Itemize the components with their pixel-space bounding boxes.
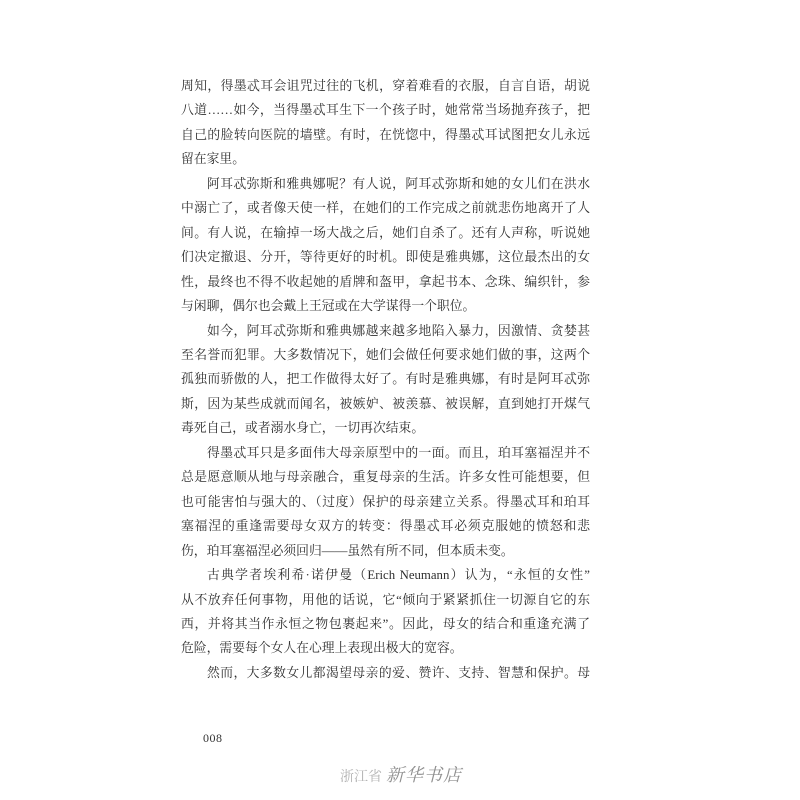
paragraph-line: 阿耳忒弥斯和雅典娜呢？有人说，阿耳忒弥斯和她的女儿们在洪水: [207, 176, 590, 191]
paragraph-line: 伤，珀耳塞福涅必须回归——虽然有所不同，但本质未变。: [181, 543, 514, 558]
paragraph-line: 间。有人说，在输掉一场大战之后，她们自杀了。还有人声称，听说她: [181, 225, 590, 240]
paragraph-line: 总是愿意顺从地与母亲融合，重复母亲的生活。许多女性可能想要，但: [181, 470, 590, 485]
paragraph-line: 然而，大多数女儿都渴望母亲的爱、赞许、支持、智慧和保护。母: [207, 665, 590, 680]
paragraph-line: 塞福涅的重逢需要母女双方的转变：得墨忒耳必须克服她的愤怒和悲: [181, 519, 590, 534]
paragraph-line: 斯，因为某些成就而闻名，被嫉妒、被羡慕、被误解，直到她打开煤气: [181, 396, 590, 411]
paragraph-line: 至名誉而犯罪。大多数情况下，她们会做任何要求她们做的事，这两个: [181, 347, 590, 362]
paragraph-line: 自己的脸转向医院的墙壁。有时，在恍惚中，得墨忒耳试图把女儿永远: [181, 127, 590, 142]
paragraph: [181, 319, 590, 441]
paragraph: [181, 563, 590, 661]
paragraph-line: 们决定撤退、分开，等待更好的时机。即使是雅典娜，这位最杰出的女: [181, 250, 590, 265]
paragraph-line: 西，并将其当作永恒之物包裹起来”。因此，母女的结合和重逢充满了: [181, 616, 590, 631]
paragraph-line: 八道……如今，当得墨忒耳生下一个孩子时，她常常当场抛弃孩子，把: [181, 103, 590, 118]
paragraph: [181, 74, 590, 172]
paragraph-line: 孤独而骄傲的人，把工作做得太好了。有时是雅典娜，有时是阿耳忒弥: [181, 372, 590, 387]
paragraph-line: 毒死自己，或者溺水身亡，一切再次结束。: [181, 421, 425, 436]
paragraph: [181, 441, 590, 563]
paragraph-line: 中溺亡了，或者像天使一样，在她们的工作完成之前就悲伤地离开了人: [181, 201, 590, 216]
bookstore-watermark: [340, 761, 462, 787]
paragraph-line: 如今，阿耳忒弥斯和雅典娜越来越多地陷入暴力，因激情、贪婪甚: [207, 323, 590, 338]
paragraph: [181, 172, 590, 319]
watermark-region: 浙江省: [340, 769, 382, 785]
paragraph-line: 危险，需要每个女人在心理上表现出极大的宽容。: [181, 641, 463, 656]
watermark-name: 新华书店: [386, 765, 462, 786]
paragraph-line: 与闲聊，偶尔也会戴上王冠或在大学谋得一个职位。: [181, 299, 476, 314]
paragraph-line: 留在家里。: [181, 152, 245, 167]
paragraph: [181, 661, 590, 685]
paragraph-line: 性，最终也不得不收起她的盾牌和盔甲，拿起书本、念珠、编织针，参: [181, 274, 590, 289]
body-text: [181, 74, 590, 685]
page-number: 008: [203, 731, 223, 745]
paragraph-line: 古典学者埃利希·诺伊曼（Erich Neumann）认为，“永恒的女性”: [207, 568, 590, 583]
paragraph-line: 从不放弃任何事物，用他的话说，它“倾向于紧紧抓住一切源自它的东: [181, 592, 590, 607]
paragraph-line: 也可能害怕与强大的、（过度）保护的母亲建立关系。得墨忒耳和珀耳: [181, 494, 590, 509]
paragraph-line: 得墨忒耳只是多面伟大母亲原型中的一面。而且，珀耳塞福涅并不: [207, 445, 590, 460]
paragraph-line: 周知，得墨忒耳会诅咒过往的飞机，穿着难看的衣服，自言自语，胡说: [181, 79, 590, 93]
